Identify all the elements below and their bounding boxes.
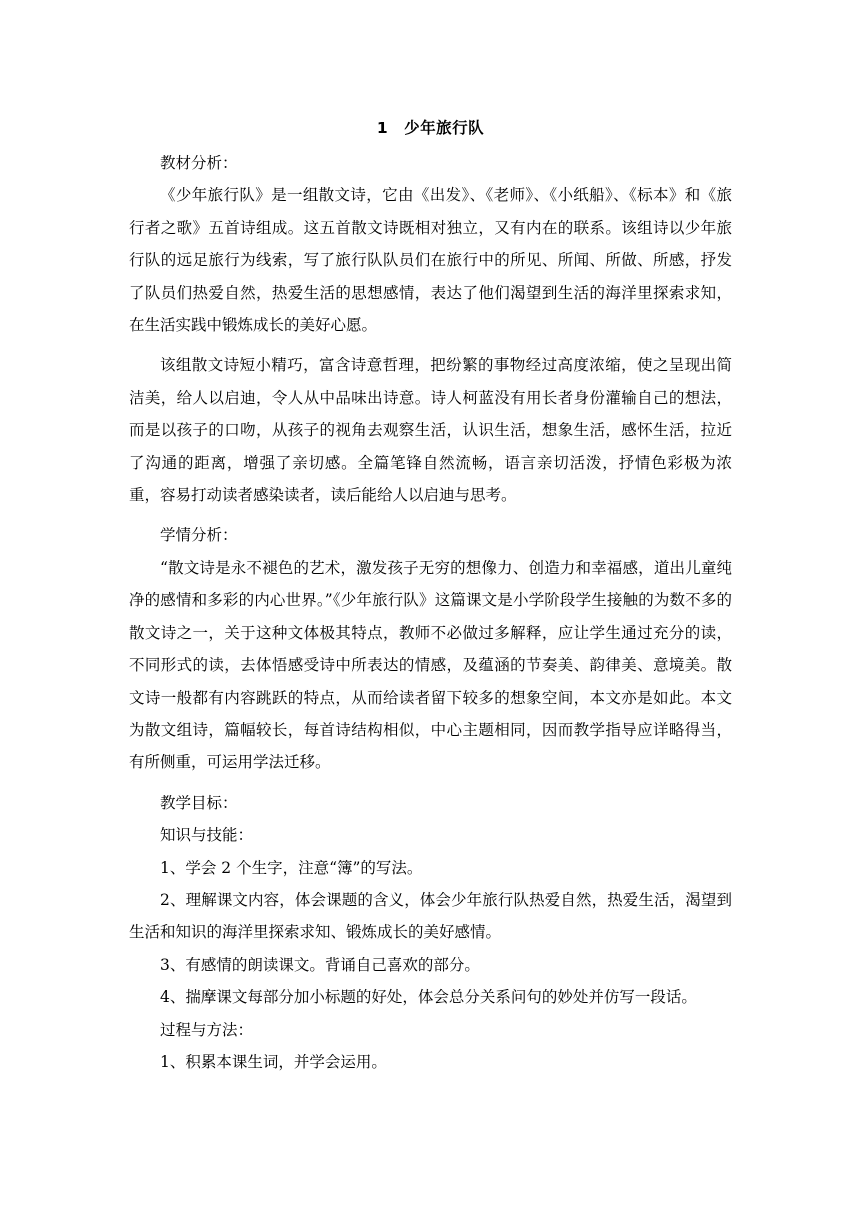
material-analysis-paragraph-2: 该组散文诗短小精巧，富含诗意哲理，把纷繁的事物经过高度浓缩，使之呈现出简洁美，给人以启迪，令人从中品味出诗意。诗人柯蓝没有用长者身份灌输自己的想法，而是以孩子的口吻，从孩子的视角去观察生活，认识生活，想象生活，感怀生活，拉近了沟通的距离，增强了亲切感。全篇笔锋自然流畅，语言亲切活泼，抒情色彩极为浓重，容易打动读者感染读者，读后能给人以启迪与思考。 — [129, 356, 732, 505]
process-methods-heading: 过程与方法： — [160, 1020, 254, 1039]
knowledge-item-3: 3、有感情的朗读课文。背诵自己喜欢的部分。 — [160, 955, 480, 974]
knowledge-skills-heading: 知识与技能： — [160, 826, 254, 845]
process-item-1: 1、积累本课生词，并学会运用。 — [160, 1052, 387, 1071]
material-analysis-heading: 教材分析： — [160, 154, 238, 172]
knowledge-item-4: 4、揣摩课文每部分加小标题的好处，体会总分关系问句的妙处并仿写一段话。 — [160, 988, 697, 1007]
knowledge-item-2: 2、理解课文内容，体会课题的含义，体会少年旅行队热爱自然，热爱生活，渴望到生活和知识的海洋里探索求知、锻炼成长的美好感情。 — [129, 890, 732, 942]
knowledge-item-1: 1、学会 2 个生字，注意“簿”的写法。 — [160, 858, 423, 877]
teaching-goals-heading: 教学目标： — [160, 793, 238, 812]
document-body — [129, 115, 732, 1078]
student-analysis-paragraph: “散文诗是永不褪色的艺术，激发孩子无穷的想像力、创造力和幸福感，道出儿童纯净的感情和多彩的内心世界。”《少年旅行队》这篇课文是小学阶段学生接触的为数不多的散文诗之一，关于这种文体极其特点，教师不必做过多解释，应让学生通过充分的读，不同形式的读，去体悟感受诗中所表达的情感，及蕴涵的节奏美、韵律美、意境美。散文诗一般都有内容跳跃的特点，从而给读者留下较多的想象空间，本文亦是如此。本文为散文组诗，篇幅较长，每首诗结构相似，中心主题相同，因而教学指导应详略得当，有所侧重，可运用学法迁移。 — [129, 558, 732, 772]
material-analysis-paragraph-1: 《少年旅行队》是一组散文诗，它由《出发》、《老师》、《小纸船》、《标本》和《旅行者之歌》五首诗组成。这五首散文诗既相对独立，又有内在的联系。该组诗以少年旅行队的远足旅行为线索，写了旅行队队员们在旅行中的所见、所闻、所做、所感，抒发了队员们热爱自然，热爱生活的思想感情，表达了他们渴望到生活的海洋里探索求知，在生活实践中锻炼成长的美好心愿。 — [129, 186, 732, 335]
student-analysis-heading: 学情分析： — [160, 526, 238, 545]
page-title: 1 少年旅行队 — [376, 119, 485, 137]
